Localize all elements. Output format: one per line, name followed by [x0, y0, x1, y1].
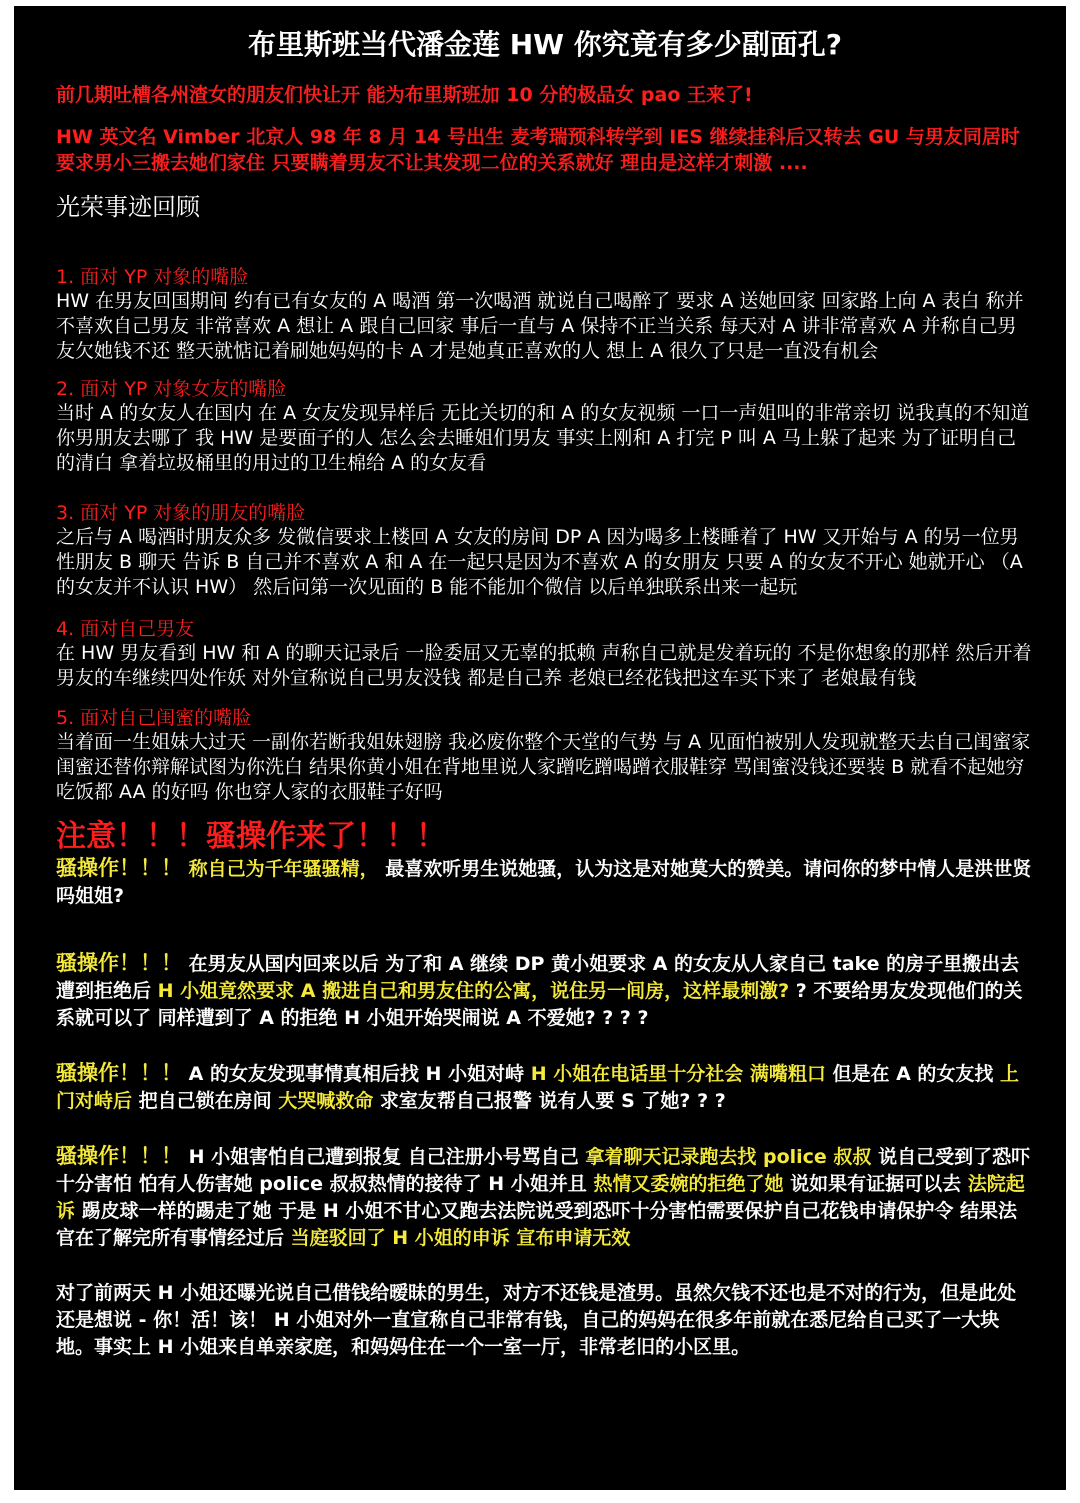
closing-paragraph: 对了前两天 H 小姐还曝光说自己借钱给暧昧的男生，对方不还钱是渣男。虽然欠钱不还也是不对的行为，但是此处还是想说 - 你！活！该！ H 小姐对外一直宣称自己非常有钱，自己的妈妈在很多年前就在悉尼给自己买了一大块地。事实上 H 小姐来自单亲家庭，和妈妈住在一个一室一厅，非常老旧的小区里。 — [56, 1282, 1017, 1358]
highlight-text: 当庭驳回了 H 小姐的申诉 宣布申请无效 — [290, 1227, 631, 1249]
story-item-3 — [56, 502, 1034, 600]
item-body: 之后与 A 喝酒时朋友众多 发微信要求上楼回 A 女友的房间 DP A 因为喝多上楼睡着了 HW 又开始与 A 的另一位男性朋友 B 聊天 告诉 B 自己并不喜欢 A 和 A 在一起只是因为不喜欢 A 的女朋友 只要 A 的女友不开心 她就开心 （A 的女友并不认识 HW） 然后问第一次见面的 B 能不能加个微信 以后单独联系出来一起玩 — [56, 526, 1023, 598]
highlight-text: H 小姐竟然要求 A 搬进自己和男友住的公寓，说住另一间房，这样最刺激? — [157, 980, 790, 1002]
story-item-2 — [56, 378, 1034, 476]
highlight-text: 热情又委婉的拒绝了她 — [593, 1173, 784, 1195]
poster-frame — [14, 6, 1066, 1490]
para-text: 说如果有证据可以去 — [790, 1173, 962, 1195]
story-item-1 — [56, 266, 1034, 364]
story-item-4 — [56, 618, 1034, 691]
spacer — [56, 1032, 1034, 1060]
highlight-text: H 小姐在电话里十分社会 满嘴粗口 — [530, 1063, 826, 1085]
item-body: 当着面一生姐妹大过天 一副你若断我姐妹翅膀 我必废你整个天堂的气势 与 A 见面怕被别人发现就整天去自己闺蜜家 闺蜜还替你辩解试图为你洗白 结果你黄小姐在背地里说人家蹭吃蹭喝蹭衣服鞋穿 骂闺蜜没钱还要装 B 就看不起她穷 吃饭都 AA 的好吗 你也穿人家的衣服鞋子好吗 — [56, 731, 1031, 803]
spacer — [56, 1252, 1034, 1280]
highlight-text: 拿着聊天记录跑去找 police 叔叔 — [585, 1146, 872, 1168]
item-heading: 1. 面对 YP 对象的嘴脸 — [56, 266, 249, 288]
para-text: 求室友帮自己报警 说有人要 S 了她? ? ? — [379, 1090, 726, 1112]
para-text: 说自己受到了恐吓 十分害怕 怕有人伤害她 police 叔叔热情的接待了 H 小姐并且 — [56, 1146, 1031, 1195]
item-heading: 2. 面对 YP 对象女友的嘴脸 — [56, 378, 287, 400]
item-body: 在 HW 男友看到 HW 和 A 的聊天记录后 一脸委屈又无辜的抵赖 声称自己就是发着玩的 不是你想象的那样 然后开着男友的车继续四处作妖 对外宣称说自己男友没钱 都是自己养 老娘已经花钱把这车买下来了 老娘最有钱 — [56, 642, 1032, 689]
tag-label: 骚操作！！！ — [56, 951, 182, 975]
para-text: 把自己锁在房间 — [138, 1090, 279, 1112]
para-text: A 的女友发现事情真相后找 H 小姐对峙 — [188, 1063, 531, 1085]
content — [56, 28, 1034, 1361]
warning-heading: 注意！！！骚操作来了！！！ — [56, 819, 446, 854]
para-text: ? 不要给男友发现他们的关系就可以了 同样遭到了 A 的拒绝 H 小姐开始哭闹说 A 不爱她? ? ? ? — [56, 980, 1023, 1029]
item-heading: 4. 面对自己男友 — [56, 618, 195, 640]
highlight-text: 称自己为千年骚骚精， — [188, 858, 379, 880]
para-text: 在男友从国内回来以后 为了和 A 继续 DP 黄小姐要求 A 的女友从人家自己 take 的房子里搬出去 遭到拒绝后 — [56, 953, 1020, 1002]
tag-label: 骚操作！！！ — [56, 856, 182, 880]
highlight-paragraph-3 — [56, 1060, 1034, 1115]
story-item-5 — [56, 707, 1034, 805]
highlight-paragraph-1 — [56, 855, 1034, 910]
item-body: HW 在男友回国期间 约有已有女友的 A 喝酒 第一次喝酒 就说自己喝醉了 要求 A 送她回家 回家路上向 A 表白 称并不喜欢自己男友 非常喜欢 A 想让 A 跟自己回家 事后一直与 A 保持不正当关系 每天对 A 讲非常喜欢 A 并称自己男友欠她钱不还 整天就惦记着刷她妈妈的卡 A 才是她真正喜欢的人 想上 A 很久了只是一直没有机会 — [56, 290, 1024, 362]
tag-label: 骚操作！！！ — [56, 1144, 182, 1168]
page-title: 布里斯班当代潘金莲 HW 你究竟有多少副面孔? — [247, 28, 843, 61]
para-text: 最喜欢听男生说她骚，认为这是对她莫大的赞美。请问你的梦中情人是洪世贤吗姐姐? — [56, 858, 1032, 907]
section-title: 光荣事迹回顾 — [56, 193, 200, 221]
spacer — [56, 1115, 1034, 1143]
highlight-text: 上门对峙后 — [56, 1063, 1020, 1112]
para-text: 但是在 A 的女友找 — [832, 1063, 994, 1085]
highlight-text: 大哭喊救命 — [278, 1090, 374, 1112]
spacer — [56, 910, 1034, 950]
para-text: H 小姐害怕自己遭到报复 自己注册小号骂自己 — [188, 1146, 586, 1168]
intro-line-1: 前几期吐槽各州渣女的朋友们快让开 能为布里斯班加 10 分的极品女 pao 王来了! — [56, 84, 753, 106]
item-heading: 3. 面对 YP 对象的朋友的嘴脸 — [56, 502, 306, 524]
highlight-paragraph-2 — [56, 950, 1034, 1032]
item-body: 当时 A 的女友人在国内 在 A 女友发现异样后 无比关切的和 A 的女友视频 一口一声姐叫的非常亲切 说我真的不知道你男朋友去哪了 我 HW 是要面子的人 怎么会去睡姐们男友 事实上刚和 A 打完 P 叫 A 马上躲了起来 为了证明自己的清白 拿着垃圾桶里的用过的卫生棉给 A 的女友看 — [56, 402, 1030, 474]
highlight-text: 法院起诉 — [56, 1173, 1025, 1222]
para-text: 踢皮球一样的踢走了她 于是 H 小姐不甘心又跑去法院说受到恐吓十分害怕需要保护自己花钱申请保护令 结果法官在了解完所有事情经过后 — [56, 1200, 1018, 1249]
item-heading: 5. 面对自己闺蜜的嘴脸 — [56, 707, 252, 729]
highlight-paragraph-4 — [56, 1143, 1034, 1252]
intro-line-2: HW 英文名 Vimber 北京人 98 年 8 月 14 号出生 麦考瑞预科转学到 IES 继续挂科后又转去 GU 与男友同居时 要求男小三搬去她们家住 只要瞒着男友不让其发现二位的关系就好 理由是这样才刺激 .... — [56, 126, 1020, 174]
tag-label: 骚操作！！！ — [56, 1061, 182, 1085]
